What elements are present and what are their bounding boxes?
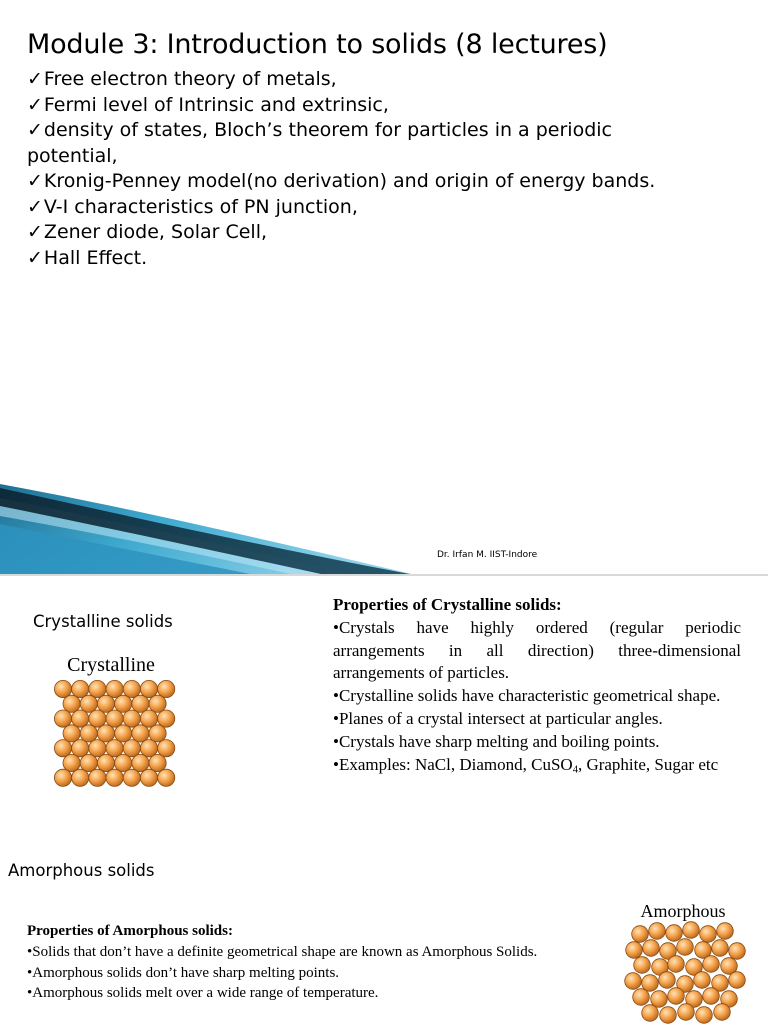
- topic-item: [27, 118, 707, 169]
- slide-footer: Dr. Irfan M. IIST-Indore: [437, 550, 538, 560]
- sphere: [123, 740, 140, 757]
- crystalline-property: [333, 708, 741, 731]
- sphere: [633, 989, 650, 1006]
- sphere: [643, 940, 660, 957]
- sphere: [123, 680, 140, 697]
- sphere: [132, 725, 149, 742]
- checkmark-icon: ✓: [27, 246, 43, 269]
- sphere: [89, 710, 106, 727]
- sphere: [89, 680, 106, 697]
- sphere: [714, 1004, 731, 1021]
- slide-solids: [0, 576, 768, 1024]
- sphere: [651, 991, 668, 1008]
- sphere: [72, 680, 89, 697]
- sphere: [72, 769, 89, 786]
- topic-item: [27, 220, 707, 246]
- topic-item: [27, 67, 707, 93]
- property-text: Amorphous solids don’t have sharp melting points.: [32, 964, 340, 981]
- bullet-icon: •: [333, 617, 339, 637]
- sphere: [703, 956, 720, 973]
- crystalline-properties: [333, 594, 741, 776]
- sphere: [123, 710, 140, 727]
- sphere: [80, 695, 97, 712]
- sphere: [132, 754, 149, 771]
- property-text: Crystalline solids have characteristic geometrical shape.: [338, 686, 721, 706]
- checkmark-icon: ✓: [27, 221, 43, 243]
- sphere: [642, 1005, 659, 1022]
- crystalline-property: [333, 617, 741, 685]
- amorphous-spheres: [625, 922, 746, 1024]
- bullet-icon: •: [333, 708, 339, 728]
- sphere: [694, 972, 711, 989]
- examples-text-end: , Graphite, Sugar etc: [577, 754, 719, 774]
- slide-title: Module 3: Introduction to solids (8 lectures): [27, 29, 608, 60]
- sphere: [115, 725, 132, 742]
- sphere: [626, 942, 643, 959]
- sphere: [63, 754, 80, 771]
- sphere: [696, 1007, 713, 1024]
- decorative-swoosh: [0, 484, 420, 576]
- topic-item: [27, 169, 707, 195]
- sphere: [132, 695, 149, 712]
- sphere: [632, 926, 649, 943]
- sphere: [72, 710, 89, 727]
- examples-text: Examples: NaCl, Diamond, CuSO: [338, 754, 573, 774]
- sphere: [89, 740, 106, 757]
- checkmark-icon: ✓: [27, 93, 43, 116]
- property-text: Crystals have highly ordered (regular periodic arrangements in all direction) three-dimensional arrangements of particles.: [333, 617, 741, 683]
- subscript: 4: [572, 764, 578, 776]
- amorphous-property: [27, 963, 588, 984]
- topic-text: Fermi level of Intrinsic and extrinsic,: [43, 93, 389, 116]
- topic-text: density of states, Bloch’s theorem for particles in a periodic potential,: [27, 119, 612, 167]
- crystalline-heading: Crystalline solids: [33, 612, 173, 631]
- sphere: [54, 769, 71, 786]
- sphere: [668, 956, 685, 973]
- bullet-icon: •: [27, 943, 33, 960]
- topic-item: [27, 246, 707, 272]
- checkmark-icon: ✓: [27, 195, 43, 218]
- sphere: [659, 972, 676, 989]
- sphere: [666, 925, 683, 942]
- sphere: [123, 769, 140, 786]
- bullet-icon: •: [27, 964, 33, 981]
- bullet-icon: •: [333, 686, 339, 706]
- sphere: [149, 695, 166, 712]
- crystalline-spheres: [54, 680, 174, 786]
- topic-list: [27, 67, 707, 271]
- sphere: [717, 923, 734, 940]
- sphere: [115, 754, 132, 771]
- sphere: [158, 710, 175, 727]
- sphere: [63, 695, 80, 712]
- checkmark-icon: ✓: [27, 68, 43, 90]
- amorphous-diagram-label: Amorphous: [640, 901, 726, 921]
- property-text: Amorphous solids melt over a wide range of temperature.: [32, 985, 379, 1002]
- checkmark-icon: ✓: [27, 170, 43, 192]
- sphere: [158, 680, 175, 697]
- sphere: [634, 957, 651, 974]
- property-text: Crystals have sharp melting and boiling points.: [338, 731, 660, 751]
- sphere: [106, 710, 123, 727]
- crystalline-property: [333, 685, 741, 708]
- amorphous-property: [27, 983, 588, 1004]
- sphere: [683, 922, 700, 939]
- sphere: [54, 740, 71, 757]
- sphere: [54, 680, 71, 697]
- sphere: [677, 939, 694, 956]
- sphere: [80, 754, 97, 771]
- bullet-icon: •: [333, 754, 339, 774]
- sphere: [642, 975, 659, 992]
- amorphous-properties: [27, 921, 588, 1004]
- sphere: [140, 680, 157, 697]
- sphere: [80, 725, 97, 742]
- sphere: [625, 973, 642, 990]
- sphere: [729, 943, 746, 960]
- sphere: [149, 725, 166, 742]
- sphere: [649, 923, 666, 940]
- crystalline-examples: [333, 754, 741, 777]
- bullet-icon: •: [333, 731, 339, 751]
- sphere: [158, 740, 175, 757]
- topic-text: Hall Effect.: [43, 246, 148, 269]
- sphere: [660, 1007, 677, 1024]
- amorphous-structure-diagram: [610, 898, 750, 1024]
- topic-text: Zener diode, Solar Cell,: [43, 221, 268, 243]
- sphere: [678, 1004, 695, 1021]
- sphere: [149, 754, 166, 771]
- sphere: [140, 710, 157, 727]
- sphere: [712, 940, 729, 957]
- sphere: [106, 769, 123, 786]
- crystalline-diagram-label: Crystalline: [67, 654, 155, 676]
- sphere: [97, 695, 114, 712]
- checkmark-icon: ✓: [27, 119, 43, 141]
- property-text: Planes of a crystal intersect at particular angles.: [338, 708, 663, 728]
- crystalline-properties-title: Properties of Crystalline solids:: [333, 595, 562, 614]
- sphere: [729, 972, 746, 989]
- topic-item: [27, 195, 707, 221]
- amorphous-properties-title: Properties of Amorphous solids:: [27, 923, 233, 939]
- property-text: Solids that don’t have a definite geometrical shape are known as Amorphous Solids.: [32, 943, 538, 960]
- sphere: [158, 769, 175, 786]
- crystalline-lattice-diagram: [44, 649, 184, 789]
- sphere: [97, 754, 114, 771]
- sphere: [106, 740, 123, 757]
- topic-text: Free electron theory of metals,: [43, 68, 337, 90]
- sphere: [63, 725, 80, 742]
- sphere: [140, 769, 157, 786]
- sphere: [115, 695, 132, 712]
- amorphous-property: [27, 942, 588, 963]
- sphere: [54, 710, 71, 727]
- sphere: [700, 926, 717, 943]
- topic-item: [27, 93, 707, 119]
- sphere: [72, 740, 89, 757]
- sphere: [106, 680, 123, 697]
- sphere: [140, 740, 157, 757]
- crystalline-property: [333, 731, 741, 754]
- sphere: [668, 988, 685, 1005]
- sphere: [703, 988, 720, 1005]
- topic-text: Kronig-Penney model(no derivation) and origin of energy bands.: [43, 170, 656, 192]
- sphere: [89, 769, 106, 786]
- topic-text: V-I characteristics of PN junction,: [43, 195, 358, 218]
- amorphous-heading: Amorphous solids: [8, 861, 155, 880]
- sphere: [97, 725, 114, 742]
- bullet-icon: •: [27, 985, 33, 1002]
